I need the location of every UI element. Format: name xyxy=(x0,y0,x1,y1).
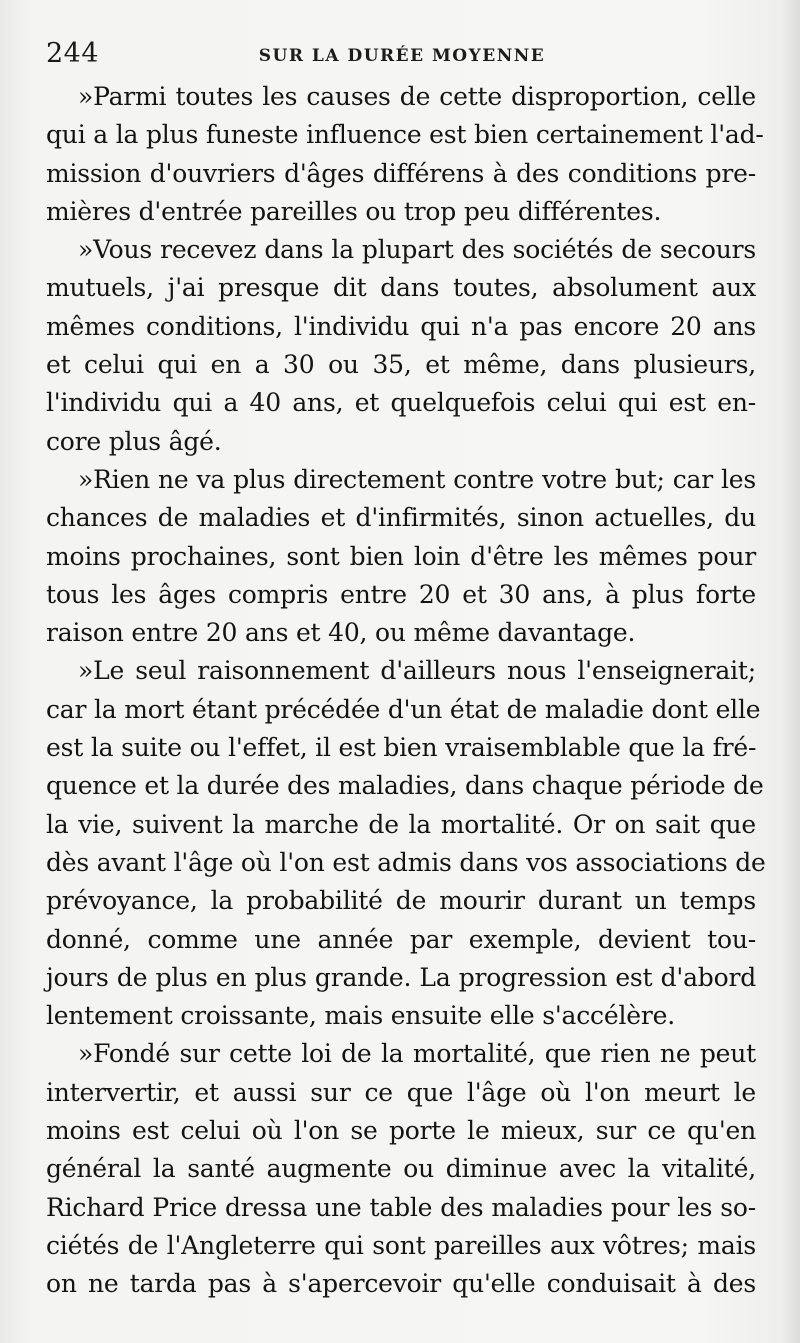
text-line: mission d'ouvriers d'âges différens à des conditions pre- xyxy=(46,158,756,188)
text-line: mutuels, j'ai presque dit dans toutes, absolument aux xyxy=(46,273,756,303)
text-line: »Le seul raisonnement d'ailleurs nous l'enseignerait; xyxy=(78,656,756,686)
text-line: la vie, suivent la marche de la mortalité. Or on sait que xyxy=(46,809,756,839)
body-text xyxy=(46,78,766,1304)
text-line: »Rien ne va plus directement contre votre but; car les xyxy=(78,464,756,494)
text-line: donné, comme une année par exemple, devient tou- xyxy=(46,924,756,954)
text-line: intervertir, et aussi sur ce que l'âge où l'on meurt le xyxy=(46,1077,756,1107)
page-header xyxy=(46,38,758,74)
text-line: »Parmi toutes les causes de cette disproportion, celle xyxy=(78,82,756,111)
text-line: mières d'entrée pareilles ou trop peu différentes. xyxy=(46,196,662,226)
text-line: qui a la plus funeste influence est bien certainement l'ad- xyxy=(46,120,764,150)
text-line: jours de plus en plus grande. La progression est d'abord xyxy=(46,962,756,992)
text-line: car la mort étant précédée d'un état de maladie dont elle xyxy=(46,694,761,724)
text-line: »Fondé sur cette loi de la mortalité, que rien ne peut xyxy=(78,1039,756,1069)
text-line: moins prochaines, sont bien loin d'être les mêmes pour xyxy=(46,541,756,571)
text-line: Richard Price dressa une table des maladies pour les so- xyxy=(46,1192,756,1222)
text-line: est la suite ou l'effet, il est bien vraisemblable que la fré- xyxy=(46,733,757,763)
text-line: on ne tarda pas à s'apercevoir qu'elle conduisait à des xyxy=(46,1269,756,1299)
text-line: lentement croissante, mais ensuite elle s'accélère. xyxy=(46,1001,675,1031)
text-line: tous les âges compris entre 20 et 30 ans, à plus forte xyxy=(46,579,756,609)
text-line: ciétés de l'Angleterre qui sont pareilles aux vôtres; mais xyxy=(46,1230,756,1260)
running-title: SUR LA DURÉE MOYENNE xyxy=(258,46,546,66)
text-line: quence et la durée des maladies, dans chaque période de xyxy=(46,771,764,801)
text-line: prévoyance, la probabilité de mourir durant un temps xyxy=(46,886,756,916)
text-line: l'individu qui a 40 ans, et quelquefois celui qui est en- xyxy=(46,388,756,418)
text-line: général la santé augmente ou diminue avec la vitalité, xyxy=(46,1154,756,1184)
text-line: chances de maladies et d'infirmités, sinon actuelles, du xyxy=(46,503,756,533)
text-line: moins est celui où l'on se porte le mieux, sur ce qu'en xyxy=(46,1116,756,1146)
text-line: dès avant l'âge où l'on est admis dans vos associations de xyxy=(46,847,766,877)
page-number: 244 xyxy=(46,38,100,69)
text-line: et celui qui en a 30 ou 35, et même, dans plusieurs, xyxy=(46,350,756,380)
text-line: raison entre 20 ans et 40, ou même davantage. xyxy=(46,618,636,648)
page-edge-shadow xyxy=(782,0,800,1343)
text-line: mêmes conditions, l'individu qui n'a pas encore 20 ans xyxy=(46,311,756,341)
text-line: »Vous recevez dans la plupart des sociétés de secours xyxy=(78,235,756,265)
text-line: core plus âgé. xyxy=(46,426,222,456)
